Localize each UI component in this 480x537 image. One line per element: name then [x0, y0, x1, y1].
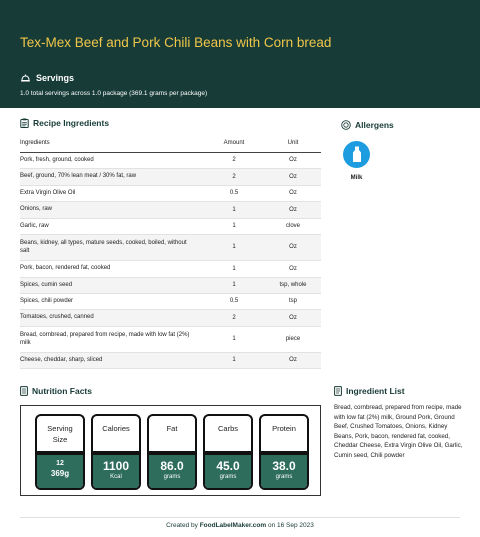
ingredient-unit-cell: Oz	[265, 260, 321, 277]
ingredient-amount-cell: 1	[203, 260, 265, 277]
carbs-unit: grams	[219, 474, 237, 480]
ingredient-unit-cell: Oz	[265, 201, 321, 218]
serving-count: 12	[56, 460, 64, 467]
table-row	[20, 234, 321, 260]
calories-label: Calories	[102, 424, 130, 433]
ingredient-list-text: Bread, cornbread, prepared from recipe, made with low fat (2%) milk, Ground Pork, Ground Beef, Crushed Tomatoes, Onions, Kidney Beans, Pork, bacon, rendered fat, cooked, Cheddar Cheese, Extra Virgin Olive Oil, Garlic, Cumin seed, Chili powder	[334, 404, 463, 460]
ingredient-amount-cell: 0.5	[203, 293, 265, 309]
servings-heading-label: Servings	[36, 73, 75, 83]
footer-divider	[20, 517, 460, 518]
ingredient-amount-cell: 1	[203, 218, 265, 234]
ingredient-amount-cell: 2	[203, 168, 265, 185]
calories-value-panel	[93, 451, 139, 488]
protein-value-panel	[261, 451, 307, 488]
table-row	[20, 293, 321, 309]
serving-plate-icon	[20, 74, 31, 83]
list-doc-icon	[334, 386, 342, 396]
servings-text: 1.0 total servings across 1.0 package (369.1 grams per package)	[20, 90, 208, 97]
footer-site-link[interactable]: FoodLabelMaker.com	[199, 522, 267, 529]
ingredient-unit-cell: piece	[265, 326, 321, 352]
servings-heading	[20, 73, 74, 83]
fat-box	[147, 414, 197, 490]
table-row	[20, 168, 321, 185]
ingredients-heading-label: Recipe Ingredients	[33, 118, 110, 128]
serving-size-label-line2: Size	[52, 434, 68, 444]
serving-size-label	[37, 424, 83, 446]
fat-unit: grams	[163, 474, 181, 480]
carbs-box	[203, 414, 253, 490]
ingredient-unit-cell: clove	[265, 218, 321, 234]
ingredient-name-cell: Extra Virgin Olive Oil	[20, 185, 203, 201]
fat-label: Fat	[166, 424, 178, 433]
footer-suffix: on 16 Sep 2023	[266, 522, 314, 529]
allergens-heading	[341, 120, 394, 130]
table-row	[20, 277, 321, 293]
page-title: Tex-Mex Beef and Pork Chili Beans with Corn bread	[20, 35, 332, 50]
ingredients-header-row	[20, 134, 321, 152]
protein-unit: grams	[275, 474, 293, 480]
calories-unit: Kcal	[110, 474, 122, 480]
serving-weight: 369g	[50, 469, 70, 478]
ingredient-unit-cell: tsp	[265, 293, 321, 309]
ingredient-amount-cell: 0.5	[203, 185, 265, 201]
ingredient-name-cell: Pork, bacon, rendered fat, cooked	[20, 260, 203, 277]
ingredient-unit-cell: Oz	[265, 309, 321, 326]
allergen-milk-badge	[343, 141, 370, 168]
carbs-value: 45.0	[216, 459, 240, 473]
carbs-value-panel	[205, 451, 251, 488]
ingredient-amount-cell: 1	[203, 234, 265, 260]
ingredient-list-heading	[334, 386, 405, 396]
calories-box	[91, 414, 141, 490]
serving-size-label-line1: Serving	[47, 424, 73, 433]
ingredient-amount-cell: 1	[203, 326, 265, 352]
ingredient-name-cell: Spices, cumin seed	[20, 277, 203, 293]
ingredient-name-cell: Garlic, raw	[20, 218, 203, 234]
ingredient-unit-cell: tsp, whole	[265, 277, 321, 293]
table-row	[20, 326, 321, 352]
ingredient-name-cell: Tomatoes, crushed, canned	[20, 309, 203, 326]
ingredient-unit-cell: Oz	[265, 168, 321, 185]
ingredient-unit-cell: Oz	[265, 352, 321, 368]
ingredients-table	[20, 134, 321, 369]
protein-value: 38.0	[272, 459, 296, 473]
nutrition-heading	[20, 386, 92, 396]
ingredient-unit-cell: Oz	[265, 152, 321, 168]
ingredient-amount-cell: 1	[203, 277, 265, 293]
fat-value: 86.0	[160, 459, 184, 473]
calories-value: 1100	[102, 459, 130, 473]
carbs-label: Carbs	[217, 424, 238, 433]
ingredient-name-cell: Pork, fresh, ground, cooked	[20, 152, 203, 168]
ingredient-list-heading-label: Ingredient List	[346, 386, 405, 396]
ingredient-name-cell: Bread, cornbread, prepared from recipe, made with low fat (2%) milk	[20, 326, 203, 352]
ingredient-amount-cell: 2	[203, 152, 265, 168]
column-header-amount: Amount	[203, 134, 265, 152]
nutrition-heading-label: Nutrition Facts	[32, 386, 92, 396]
ingredient-name-cell: Spices, chili powder	[20, 293, 203, 309]
ingredient-unit-cell: Oz	[265, 234, 321, 260]
fat-value-panel	[149, 451, 195, 488]
table-row	[20, 352, 321, 368]
protein-label: Protein	[272, 424, 296, 433]
ingredient-name-cell: Cheese, cheddar, sharp, sliced	[20, 352, 203, 368]
header-banner	[0, 0, 480, 108]
ingredient-amount-cell: 1	[203, 352, 265, 368]
ingredient-name-cell: Onions, raw	[20, 201, 203, 218]
allergen-milk-label: Milk	[350, 175, 363, 181]
column-header-ingredients: Ingredients	[20, 134, 203, 152]
serving-size-box	[35, 414, 85, 490]
allergens-heading-label: Allergens	[355, 120, 394, 130]
column-header-unit: Unit	[265, 134, 321, 152]
ingredient-name-cell: Beans, kidney, all types, mature seeds, cooked, boiled, without salt	[20, 234, 203, 260]
ingredient-unit-cell: Oz	[265, 185, 321, 201]
ingredient-amount-cell: 1	[203, 201, 265, 218]
table-row	[20, 152, 321, 168]
footer-prefix: Created by	[166, 522, 200, 529]
table-row	[20, 218, 321, 234]
table-row	[20, 185, 321, 201]
milk-bottle-icon	[352, 146, 362, 163]
clipboard-icon	[20, 118, 29, 128]
ingredient-name-cell: Beef, ground, 70% lean meat / 30% fat, raw	[20, 168, 203, 185]
table-row	[20, 260, 321, 277]
protein-box	[259, 414, 309, 490]
table-row	[20, 309, 321, 326]
serving-size-value	[37, 451, 83, 488]
table-row	[20, 201, 321, 218]
allergen-warning-icon	[341, 120, 351, 130]
footer	[0, 522, 480, 529]
ingredient-amount-cell: 2	[203, 309, 265, 326]
ingredients-heading	[20, 118, 109, 128]
nutrition-doc-icon	[20, 386, 28, 396]
